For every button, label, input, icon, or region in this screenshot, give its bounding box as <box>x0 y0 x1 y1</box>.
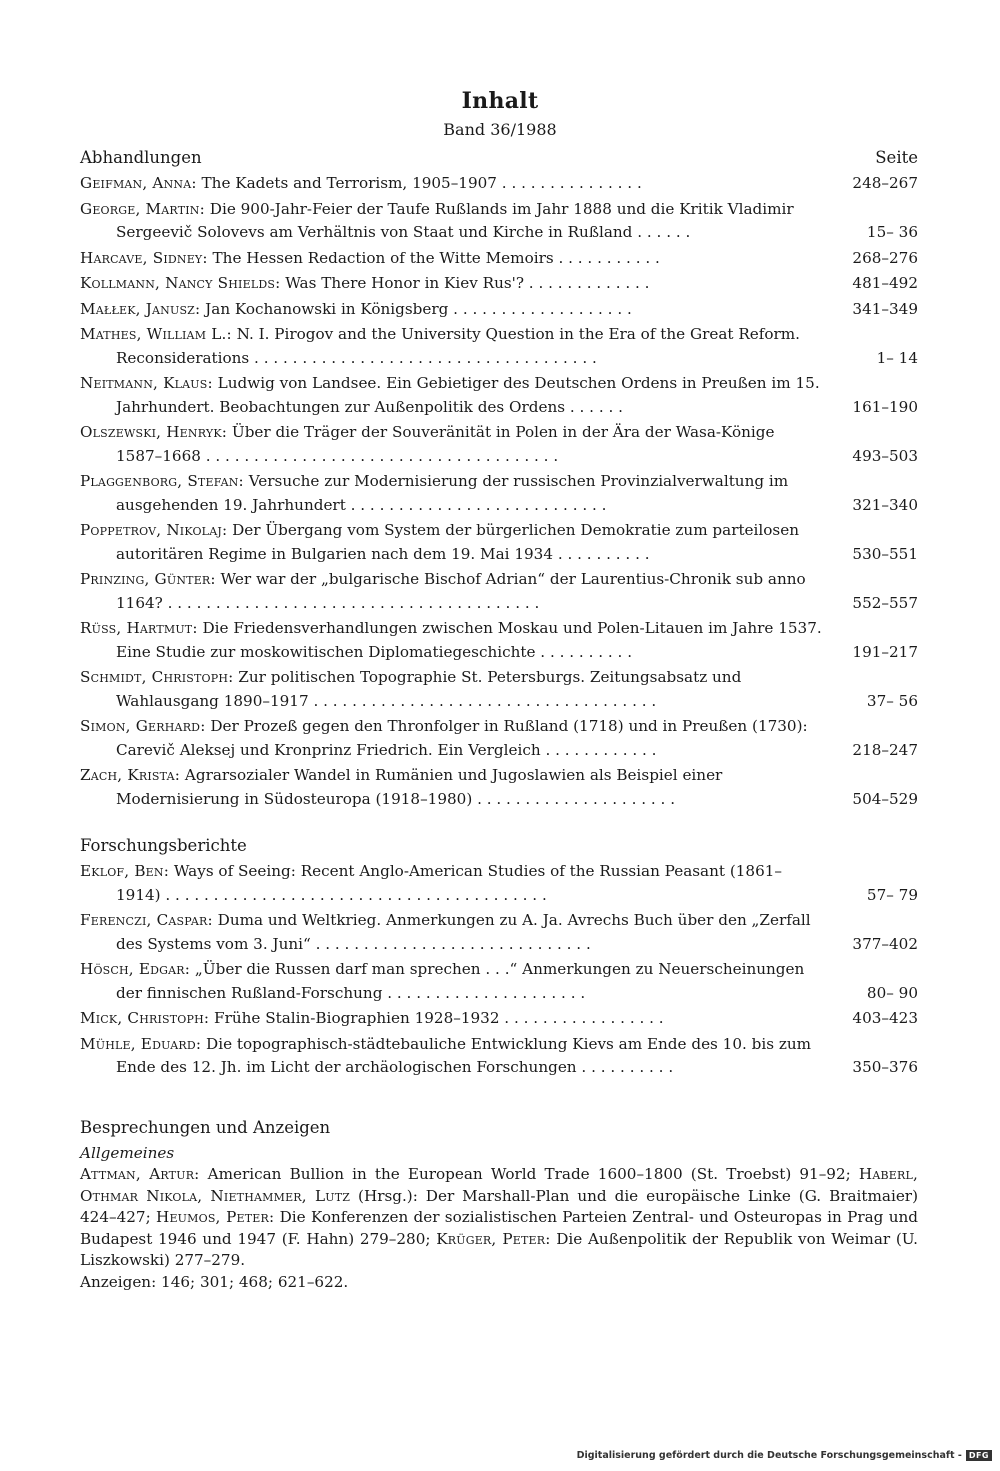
entry-title: Frühe Stalin-Biographien 1928–1932 . . . . . . . . . . . . . . . . . <box>209 1009 664 1027</box>
review-text: (Hrsg.): Der Marshall-Plan und die europäische Linke (G. Braitmaier) 424–427; <box>80 1186 918 1226</box>
volume-label: Band 36/1988 <box>443 120 557 139</box>
entry-author: Mathes, William L.: <box>80 325 232 343</box>
entry-pages: 15– 36 <box>866 223 918 241</box>
entry-title: Was There Honor in Kiev Rus'? . . . . . . . . . . . . . <box>280 274 650 292</box>
entry-pages: 481–492 <box>852 274 918 292</box>
footer <box>577 1448 992 1462</box>
entry-pages: 161–190 <box>852 397 918 416</box>
review-author: Attman, Artur: <box>80 1165 200 1183</box>
entry-author: Simon, Gerhard: <box>80 717 206 735</box>
page-title: Inhalt <box>461 88 539 114</box>
section-header <box>80 148 918 172</box>
entry-author: Mick, Christoph: <box>80 1009 210 1027</box>
entry-title: „Über die Russen darf man sprechen . . .“ Anmerkungen zu Neuerscheinungen der finnischen Rußland-Forschung . . . . . . . . . . . . . . . . . . . . . <box>116 960 805 1002</box>
toc-entry <box>80 860 918 907</box>
entry-title: Zur politischen Topographie St. Petersburgs. Zeitungsabsatz und Wahlausgang 1890–1917 . . . . . . . . . . . . . . . . . . . . . . . . . . . . . . . . . . . . <box>116 668 742 710</box>
footer-text: Digitalisierung gefördert durch die Deutsche Forschungsgemeinschaft - <box>576 1449 962 1461</box>
entry-pages: 37– 56 <box>866 691 918 710</box>
entry-author: Zach, Krista: <box>80 766 181 784</box>
toc-entry <box>80 715 918 762</box>
toc-entry <box>80 519 918 566</box>
entry-author: George, Martin: <box>80 199 205 218</box>
entry-pages: 80– 90 <box>866 983 918 1002</box>
toc-entry <box>80 298 918 322</box>
entries-list <box>80 860 918 1080</box>
entry-title: Agrarsozialer Wandel in Rumänien und Jugoslawien als Beispiel einer Modernisierung in Südosteuropa (1918–1980) . . . . . . . . . . . . . . . . . . . . . <box>116 766 723 808</box>
section-besprechungen <box>80 1118 918 1293</box>
entry-pages: 218–247 <box>852 740 918 759</box>
entry-title: Die 900-Jahr-Feier der Taufe Rußlands im Jahr 1888 und die Kritik Vladimir Sergeevič Solovevs am Verhältnis von Staat und Kirche in Rußland . . . . . . <box>116 199 794 241</box>
entry-author: Ferenczi, Caspar: <box>80 911 213 929</box>
entry-author: Geifman, Anna: <box>80 174 197 192</box>
entry-title: Jan Kochanowski in Königsberg . . . . . . . . . . . . . . . . . . . <box>200 299 632 318</box>
entries-list <box>80 172 918 811</box>
entry-title: The Kadets and Terrorism, 1905–1907 . . . . . . . . . . . . . . . <box>196 174 642 192</box>
toc-entry <box>80 568 918 615</box>
anzeigen-line: Anzeigen: 146; 301; 468; 621–622. <box>80 1272 349 1291</box>
entry-author: Plaggenborg, Stefan: <box>80 472 244 490</box>
entry-pages: 1– 14 <box>876 348 918 367</box>
toc-entry <box>80 1033 918 1080</box>
entry-title: Die Friedensverhandlungen zwischen Moskau und Polen-Litauen im Jahre 1537. Eine Studie zur moskowitischen Diplomatiegeschichte . . . . . . . . . . <box>116 619 822 661</box>
toc-entry <box>80 198 918 245</box>
entry-author: Olszewski, Henryk: <box>80 423 228 441</box>
toc-entry <box>80 764 918 811</box>
entry-author: Prinzing, Günter: <box>80 570 216 588</box>
toc-entry <box>80 617 918 664</box>
section-forschungsberichte <box>80 836 918 1082</box>
entry-title: N. I. Pirogov and the University Question in the Era of the Great Reform. Reconsiderations . . . . . . . . . . . . . . . . . . . . . . . . . . . . . . . . . . . . <box>116 325 801 367</box>
entry-title: Duma und Weltkrieg. Anmerkungen zu A. Ja. Avrechs Buch über den „Zerfall des Systems vom 3. Juni“ . . . . . . . . . . . . . . . . . . . . . . . . . . . . . <box>116 911 811 953</box>
entry-pages: 341–349 <box>852 299 918 318</box>
entry-pages: 530–551 <box>852 544 918 563</box>
entry-author: Poppetrov, Nikolaj: <box>80 521 228 539</box>
review-text: Die Außenpolitik der Republik von Weimar (U. Liszkowski) 277–279. <box>80 1229 918 1269</box>
review-author: Heumos, Peter: <box>156 1208 275 1226</box>
toc-entry <box>80 1007 918 1031</box>
entry-author: Neitmann, Klaus: <box>80 374 213 392</box>
section-heading: Forschungsberichte <box>80 836 247 855</box>
toc-entry <box>80 909 918 956</box>
section-heading: Abhandlungen <box>80 148 202 167</box>
entry-title: Versuche zur Modernisierung der russischen Provinzialverwaltung im ausgehenden 19. Jahrhundert . . . . . . . . . . . . . . . . . . . . . . . . . . . <box>116 472 789 514</box>
page-column-label: Seite <box>875 148 918 167</box>
entry-title: Ways of Seeing: Recent Anglo-American Studies of the Russian Peasant (1861–1914) . . . . . . . . . . . . . . . . . . . . . . . . . . . . . . . . . . . . . . . . <box>116 862 782 904</box>
section-heading: Besprechungen und Anzeigen <box>80 1118 331 1137</box>
review-text: American Bullion in the European World Trade 1600–1800 (St. Troebst) 91–92; <box>199 1165 859 1183</box>
entry-author: Harcave, Sidney: <box>80 248 208 267</box>
entry-pages: 552–557 <box>852 593 918 612</box>
entry-pages: 248–267 <box>852 174 918 192</box>
entry-title: Die topographisch-städtebauliche Entwicklung Kievs am Ende des 10. bis zum Ende des 12. Jh. im Licht der archäologischen Forschungen . . . . . . . . . . <box>116 1034 812 1076</box>
review-author: Krüger, Peter: <box>436 1229 551 1248</box>
entry-pages: 504–529 <box>852 789 918 808</box>
review-text: Die Konferenzen der sozialistischen Parteien Zentral- und Osteuropas in Prag und Budapest 1946 und 1947 (F. Hahn) 279–280; <box>80 1208 918 1248</box>
entry-title: The Hessen Redaction of the Witte Memoirs . . . . . . . . . . . <box>207 248 660 267</box>
section-abhandlungen <box>80 148 918 813</box>
toc-entry <box>80 470 918 517</box>
review-paragraph <box>80 1164 918 1272</box>
review-author: Haberl, Othmar Nikola, Niethammer, Lutz <box>80 1165 918 1205</box>
toc-entry <box>80 172 918 196</box>
entry-pages: 321–340 <box>852 495 918 514</box>
entry-author: Rüss, Hartmut: <box>80 619 198 637</box>
entry-pages: 268–276 <box>852 248 918 267</box>
entry-pages: 57– 79 <box>866 885 918 904</box>
entry-pages: 350–376 <box>852 1058 918 1076</box>
entry-author: Małłek, Janusz: <box>80 299 201 318</box>
entry-title: Ludwig von Landsee. Ein Gebietiger des Deutschen Ordens in Preußen im 15. Jahrhundert. Beobachtungen zur Außenpolitik des Ordens . . . . . . <box>116 374 820 416</box>
entry-author: Kollmann, Nancy Shields: <box>80 274 281 292</box>
entry-pages: 377–402 <box>852 934 918 953</box>
subsection-heading: Allgemeines <box>80 1144 175 1162</box>
entry-pages: 191–217 <box>852 642 918 661</box>
entry-pages: 493–503 <box>852 446 918 465</box>
entry-author: Hösch, Edgar: <box>80 960 191 978</box>
toc-entry <box>80 666 918 713</box>
entry-title: Wer war der „bulgarische Bischof Adrian“ der Laurentius-Chronik sub anno 1164? . . . . . . . . . . . . . . . . . . . . . . . . . . . . . . . . . . . . . . . <box>116 570 806 612</box>
toc-entry <box>80 272 918 296</box>
toc-entry <box>80 372 918 419</box>
toc-entry <box>80 247 918 271</box>
entry-title: Über die Träger der Souveränität in Polen in der Ära der Wasa-Könige 1587–1668 . . . . . . . . . . . . . . . . . . . . . . . . . . . . . . . . . . . . . <box>116 423 775 465</box>
toc-entry <box>80 958 918 1005</box>
toc-entry <box>80 421 918 468</box>
dfg-logo-icon: DFG <box>966 1450 992 1461</box>
entry-title: Der Prozeß gegen den Thronfolger in Rußland (1718) und in Preußen (1730): Carevič Aleksej und Kronprinz Friedrich. Ein Vergleich . . . . . . . . . . . . <box>116 717 808 759</box>
toc-entry <box>80 323 918 370</box>
entry-author: Mühle, Eduard: <box>80 1034 202 1053</box>
entry-author: Eklof, Ben: <box>80 862 170 880</box>
entry-title: Der Übergang vom System der bürgerlichen Demokratie zum parteilosen autoritären Regime in Bulgarien nach dem 19. Mai 1934 . . . . . . . . . . <box>116 521 799 563</box>
entry-pages: 403–423 <box>852 1009 918 1027</box>
entry-author: Schmidt, Christoph: <box>80 668 234 686</box>
